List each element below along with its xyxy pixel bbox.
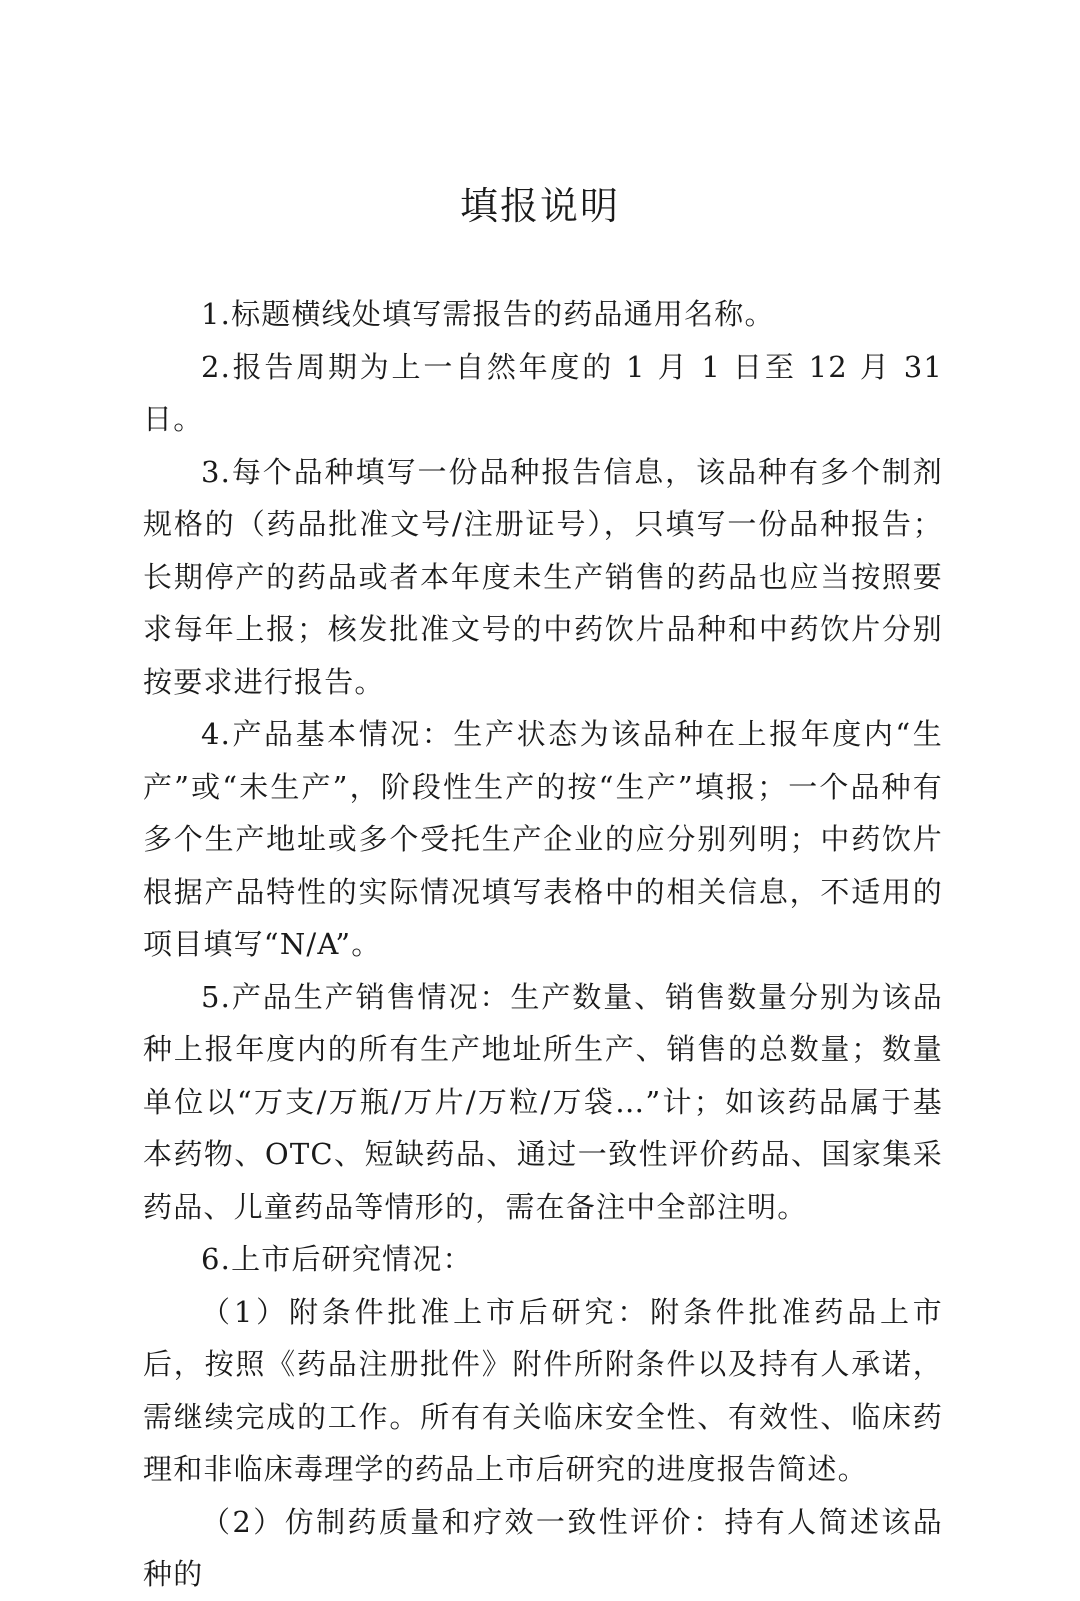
paragraph-6-1: （1）附条件批准上市后研究：附条件批准药品上市后，按照《药品注册批件》附件所附条件以及持有人承诺，需继续完成的工作。所有有关临床安全性、有效性、临床药理和非临床毒理学的药品上市后研究的进度报告简述。 bbox=[143, 1294, 943, 1486]
paragraph-1: 1.标题横线处填写需报告的药品通用名称。 bbox=[201, 297, 775, 331]
page-title: 填报说明 bbox=[459, 184, 620, 228]
paragraph-4: 4.产品基本情况：生产状态为该品种在上报年度内“生产”或“未生产”，阶段性生产的按“生产”填报；一个品种有多个生产地址或多个受托生产企业的应分别列明；中药饮片根据产品特性的实际情况填写表格中的相关信息，不适用的项目填写“N/A”。 bbox=[143, 717, 943, 961]
document-body bbox=[143, 288, 943, 1601]
paragraph-3: 3.每个品种填写一份品种报告信息，该品种有多个制剂规格的（药品批准文号/注册证号），只填写一份品种报告；长期停产的药品或者本年度未生产销售的药品也应当按照要求每年上报；核发批准文号的中药饮片品种和中药饮片分别按要求进行报告。 bbox=[143, 454, 943, 699]
paragraph-5: 5.产品生产销售情况：生产数量、销售数量分别为该品种上报年度内的所有生产地址所生产、销售的总数量；数量单位以“万支/万瓶/万片/万粒/万袋…”计；如该药品属于基本药物、OTC、短缺药品、通过一致性评价药品、国家集采药品、儿童药品等情形的，需在备注中全部注明。 bbox=[143, 979, 943, 1224]
paragraph-6: 6.上市后研究情况： bbox=[201, 1242, 473, 1276]
paragraph-2: 2.报告周期为上一自然年度的 1 月 1 日至 12 月 31 日。 bbox=[143, 349, 943, 436]
paragraph-6-2: （2）仿制药质量和疗效一致性评价：持有人简述该品种的 bbox=[143, 1504, 943, 1591]
